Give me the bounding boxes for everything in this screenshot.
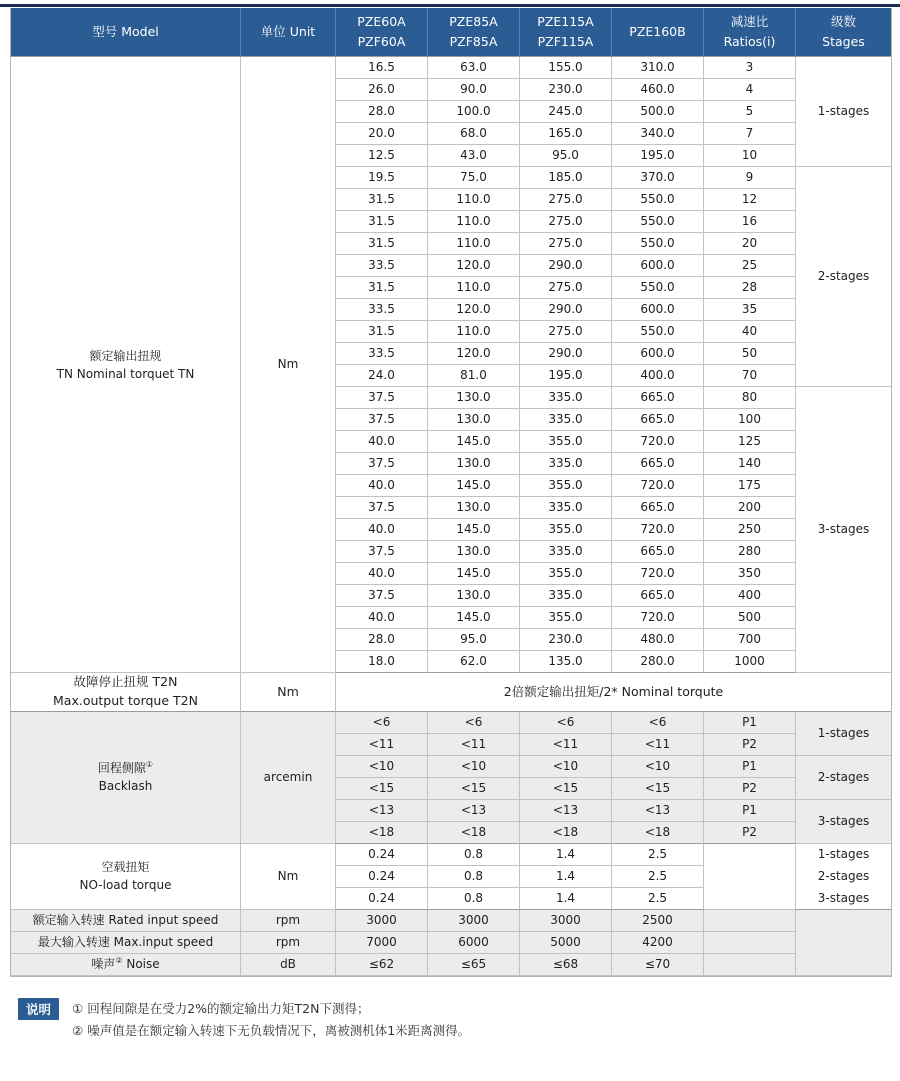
tn-value: 40.0	[336, 563, 428, 585]
row-label: 额定输入转速 Rated input speed	[11, 910, 241, 932]
tn-value: 355.0	[520, 475, 612, 497]
speed-value: 4200	[612, 932, 704, 954]
tn-value: 665.0	[612, 453, 704, 475]
backlash-label: 回程侧隙① Backlash	[11, 712, 241, 844]
tn-value: 665.0	[612, 585, 704, 607]
tn-value: 400.0	[612, 365, 704, 387]
precision-grade: P1	[704, 800, 796, 822]
tn-value: 550.0	[612, 277, 704, 299]
backlash-value: <11	[612, 734, 704, 756]
tn-value: 290.0	[520, 299, 612, 321]
tn-value: 550.0	[612, 189, 704, 211]
speed-value: ≤70	[612, 954, 704, 976]
noload-value: 0.24	[336, 844, 428, 866]
stage-cell: 1-stages	[796, 57, 891, 167]
ratio-value: 40	[704, 321, 796, 343]
speed-value: ≤65	[428, 954, 520, 976]
tn-value: 145.0	[428, 607, 520, 629]
tn-value: 18.0	[336, 651, 428, 673]
tn-value: 550.0	[612, 233, 704, 255]
col-header-pze160b	[612, 8, 704, 57]
ratio-value: 3	[704, 57, 796, 79]
ratio-value: 400	[704, 585, 796, 607]
backlash-value: <13	[520, 800, 612, 822]
tn-value: 145.0	[428, 519, 520, 541]
col-header-line: Ratios(i)	[723, 34, 776, 49]
col-header-line: PZF115A	[537, 34, 594, 49]
speed-value: 3000	[336, 910, 428, 932]
tn-value: 110.0	[428, 189, 520, 211]
row-label: 噪声② Noise	[11, 954, 241, 976]
backlash-value: <11	[520, 734, 612, 756]
tn-value: 37.5	[336, 541, 428, 563]
tn-value: 145.0	[428, 431, 520, 453]
ratio-value: 700	[704, 629, 796, 651]
stage-cell: 2-stages	[796, 866, 891, 888]
tn-value: 130.0	[428, 387, 520, 409]
speed-value: ≤68	[520, 954, 612, 976]
ratio-value: 35	[704, 299, 796, 321]
backlash-value: <11	[428, 734, 520, 756]
tn-value: 75.0	[428, 167, 520, 189]
tn-value: 335.0	[520, 409, 612, 431]
tn-value: 185.0	[520, 167, 612, 189]
tn-value: 720.0	[612, 607, 704, 629]
tn-value: 31.5	[336, 277, 428, 299]
tn-value: 31.5	[336, 233, 428, 255]
tn-value: 665.0	[612, 497, 704, 519]
ratio-value: 25	[704, 255, 796, 277]
noload-value: 2.5	[612, 866, 704, 888]
noload-value: 1.4	[520, 844, 612, 866]
tn-value: 28.0	[336, 101, 428, 123]
noload-value: 0.24	[336, 888, 428, 910]
ratio-value: 140	[704, 453, 796, 475]
tn-value: 90.0	[428, 79, 520, 101]
spec-table-wrapper	[10, 8, 890, 977]
backlash-value: <18	[336, 822, 428, 844]
tn-value: 130.0	[428, 453, 520, 475]
ratio-value: 20	[704, 233, 796, 255]
precision-grade: P1	[704, 712, 796, 734]
tn-value: 230.0	[520, 79, 612, 101]
tn-value: 62.0	[428, 651, 520, 673]
tn-value: 110.0	[428, 277, 520, 299]
tn-value: 43.0	[428, 145, 520, 167]
ratio-value: 12	[704, 189, 796, 211]
precision-grade: P2	[704, 734, 796, 756]
tn-value: 665.0	[612, 409, 704, 431]
tn-value: 33.5	[336, 255, 428, 277]
tn-value: 135.0	[520, 651, 612, 673]
spec-table	[10, 8, 892, 977]
tn-value: 110.0	[428, 321, 520, 343]
tn-value: 665.0	[612, 541, 704, 563]
note-item-2: ② 噪声值是在额定输入转速下无负载情况下，离被测机体1米距离测得。	[72, 1023, 471, 1038]
row-unit: rpm	[241, 910, 336, 932]
tn-value: 480.0	[612, 629, 704, 651]
backlash-value: <10	[336, 756, 428, 778]
noload-value: 1.4	[520, 888, 612, 910]
col-header-line: PZF60A	[357, 34, 406, 49]
tn-value: 275.0	[520, 277, 612, 299]
tn-value: 145.0	[428, 475, 520, 497]
precision-grade: P2	[704, 822, 796, 844]
tn-value: 130.0	[428, 585, 520, 607]
tn-value: 26.0	[336, 79, 428, 101]
ratio-value: 100	[704, 409, 796, 431]
tn-value: 120.0	[428, 255, 520, 277]
stage-cell: 3-stages	[796, 800, 891, 844]
tn-value: 95.0	[520, 145, 612, 167]
tn-value: 230.0	[520, 629, 612, 651]
stage-cell: 1-stages	[796, 712, 891, 756]
tn-value: 145.0	[428, 563, 520, 585]
col-header-model-label: 型号 Model	[92, 24, 159, 39]
tn-value: 40.0	[336, 607, 428, 629]
tn-value: 290.0	[520, 343, 612, 365]
tn-value: 280.0	[612, 651, 704, 673]
backlash-unit: arcemin	[241, 712, 336, 844]
stage-cell: 3-stages	[796, 888, 891, 910]
noload-unit: Nm	[241, 844, 336, 910]
tn-value: 355.0	[520, 607, 612, 629]
backlash-value: <18	[520, 822, 612, 844]
tn-value: 310.0	[612, 57, 704, 79]
tn-value: 81.0	[428, 365, 520, 387]
tn-value: 95.0	[428, 629, 520, 651]
tn-value: 155.0	[520, 57, 612, 79]
noload-value: 0.8	[428, 888, 520, 910]
noload-value: 2.5	[612, 888, 704, 910]
row-unit: rpm	[241, 932, 336, 954]
tn-value: 720.0	[612, 475, 704, 497]
note-item-1: ① 回程间隙是在受力2%的额定输出力矩T2N下测得；	[72, 1000, 370, 1016]
col-header-line: Stages	[822, 34, 865, 49]
speed-value: ≤62	[336, 954, 428, 976]
ratio-value: 250	[704, 519, 796, 541]
tn-value: 40.0	[336, 431, 428, 453]
backlash-value: <6	[428, 712, 520, 734]
ratio-value: 1000	[704, 651, 796, 673]
noload-value: 1.4	[520, 866, 612, 888]
tn-value: 275.0	[520, 233, 612, 255]
tn-value: 550.0	[612, 321, 704, 343]
ratio-value: 175	[704, 475, 796, 497]
notes-text	[72, 998, 470, 1043]
stage-empty-cell	[796, 910, 891, 976]
tn-value: 110.0	[428, 233, 520, 255]
tn-value: 245.0	[520, 101, 612, 123]
t2n-value: 2倍额定输出扭矩/2* Nominal torqute	[336, 673, 891, 712]
col-header-model	[11, 8, 241, 57]
tn-value: 665.0	[612, 387, 704, 409]
tn-value: 335.0	[520, 585, 612, 607]
tn-value: 720.0	[612, 563, 704, 585]
tn-value: 290.0	[520, 255, 612, 277]
notes-badge: 说明	[18, 998, 59, 1020]
noload-label: 空载扭矩 NO-load torque	[11, 844, 241, 910]
tn-value: 63.0	[428, 57, 520, 79]
ratio-value: 80	[704, 387, 796, 409]
ratio-empty-cell	[704, 932, 796, 954]
backlash-value: <15	[520, 778, 612, 800]
tn-value: 355.0	[520, 563, 612, 585]
t2n-unit: Nm	[241, 673, 336, 712]
speed-value: 3000	[520, 910, 612, 932]
tn-value: 130.0	[428, 497, 520, 519]
speed-value: 6000	[428, 932, 520, 954]
stage-cell: 2-stages	[796, 167, 891, 387]
tn-value: 37.5	[336, 585, 428, 607]
tn-value: 600.0	[612, 255, 704, 277]
tn-value: 335.0	[520, 541, 612, 563]
ratio-value: 28	[704, 277, 796, 299]
ratio-empty-cell	[704, 954, 796, 976]
tn-value: 24.0	[336, 365, 428, 387]
backlash-value: <6	[520, 712, 612, 734]
ratio-value: 200	[704, 497, 796, 519]
tn-value: 195.0	[612, 145, 704, 167]
tn-value: 16.5	[336, 57, 428, 79]
tn-value: 40.0	[336, 519, 428, 541]
backlash-value: <13	[336, 800, 428, 822]
col-header-line: PZE85A	[449, 14, 498, 29]
noload-value: 0.24	[336, 866, 428, 888]
ratio-value: 16	[704, 211, 796, 233]
backlash-value: <15	[428, 778, 520, 800]
tn-value: 100.0	[428, 101, 520, 123]
ratio-value: 5	[704, 101, 796, 123]
col-header-unit-label: 单位 Unit	[260, 24, 316, 39]
col-header-line: PZF85A	[449, 34, 498, 49]
col-header-line: 级数	[830, 14, 856, 29]
tn-value: 33.5	[336, 299, 428, 321]
ratio-value: 280	[704, 541, 796, 563]
col-header-stages	[796, 8, 891, 57]
tn-value: 28.0	[336, 629, 428, 651]
tn-value: 37.5	[336, 387, 428, 409]
tn-value: 130.0	[428, 409, 520, 431]
row-unit: dB	[241, 954, 336, 976]
tn-value: 120.0	[428, 299, 520, 321]
tn-value: 120.0	[428, 343, 520, 365]
tn-value: 335.0	[520, 497, 612, 519]
top-rule	[0, 4, 900, 7]
ratio-empty-cell	[704, 910, 796, 932]
backlash-value: <10	[520, 756, 612, 778]
backlash-value: <15	[336, 778, 428, 800]
ratio-value: 125	[704, 431, 796, 453]
footnotes	[18, 998, 900, 1043]
noload-value: 2.5	[612, 844, 704, 866]
col-header-pze85a	[428, 8, 520, 57]
tn-value: 31.5	[336, 211, 428, 233]
t2n-label: 故障停止扭规 T2N Max.output torque T2N	[11, 673, 241, 712]
backlash-value: <11	[336, 734, 428, 756]
ratio-value: 9	[704, 167, 796, 189]
tn-value: 37.5	[336, 497, 428, 519]
tn-value: 275.0	[520, 189, 612, 211]
backlash-value: <13	[428, 800, 520, 822]
stage-cell: 1-stages	[796, 844, 891, 866]
tn-value: 130.0	[428, 541, 520, 563]
tn-value: 335.0	[520, 453, 612, 475]
speed-value: 7000	[336, 932, 428, 954]
tn-value: 20.0	[336, 123, 428, 145]
tn-value: 600.0	[612, 299, 704, 321]
col-header-line: 减速比	[730, 14, 769, 29]
backlash-value: <13	[612, 800, 704, 822]
col-header-pze60a	[336, 8, 428, 57]
stage-cell: 3-stages	[796, 387, 891, 673]
tn-value: 275.0	[520, 321, 612, 343]
tn-value: 68.0	[428, 123, 520, 145]
tn-value: 110.0	[428, 211, 520, 233]
backlash-value: <6	[612, 712, 704, 734]
tn-value: 31.5	[336, 321, 428, 343]
speed-value: 2500	[612, 910, 704, 932]
col-header-unit	[241, 8, 336, 57]
tn-value: 460.0	[612, 79, 704, 101]
precision-grade: P1	[704, 756, 796, 778]
col-header-line: PZE160B	[629, 24, 686, 39]
backlash-value: <6	[336, 712, 428, 734]
ratio-value: 350	[704, 563, 796, 585]
tn-value: 40.0	[336, 475, 428, 497]
backlash-value: <18	[612, 822, 704, 844]
ratio-value: 4	[704, 79, 796, 101]
col-header-line: PZE115A	[537, 14, 594, 29]
backlash-value: <15	[612, 778, 704, 800]
tn-value: 12.5	[336, 145, 428, 167]
tn-value: 500.0	[612, 101, 704, 123]
tn-value: 165.0	[520, 123, 612, 145]
header-row	[11, 8, 891, 57]
tn-value: 33.5	[336, 343, 428, 365]
tn-value: 195.0	[520, 365, 612, 387]
ratio-value: 10	[704, 145, 796, 167]
ratio-empty-cell	[704, 844, 796, 910]
noload-value: 0.8	[428, 844, 520, 866]
tn-value: 720.0	[612, 431, 704, 453]
ratio-value: 7	[704, 123, 796, 145]
tn-value: 720.0	[612, 519, 704, 541]
tn-value: 600.0	[612, 343, 704, 365]
tn-unit: Nm	[241, 57, 336, 673]
tn-value: 355.0	[520, 431, 612, 453]
speed-value: 3000	[428, 910, 520, 932]
row-label: 最大输入转速 Max.input speed	[11, 932, 241, 954]
backlash-value: <10	[428, 756, 520, 778]
tn-value: 340.0	[612, 123, 704, 145]
ratio-value: 70	[704, 365, 796, 387]
tn-value: 37.5	[336, 409, 428, 431]
backlash-value: <18	[428, 822, 520, 844]
col-header-line: PZE60A	[357, 14, 406, 29]
tn-value: 275.0	[520, 211, 612, 233]
tn-value: 370.0	[612, 167, 704, 189]
tn-value: 550.0	[612, 211, 704, 233]
tn-value: 31.5	[336, 189, 428, 211]
backlash-value: <10	[612, 756, 704, 778]
tn-value: 355.0	[520, 519, 612, 541]
ratio-value: 50	[704, 343, 796, 365]
speed-value: 5000	[520, 932, 612, 954]
tn-label: 额定输出扭规 TN Nominal torquet TN	[11, 57, 241, 673]
tn-value: 19.5	[336, 167, 428, 189]
tn-value: 37.5	[336, 453, 428, 475]
tn-value: 335.0	[520, 387, 612, 409]
noload-value: 0.8	[428, 866, 520, 888]
col-header-pze115a	[520, 8, 612, 57]
precision-grade: P2	[704, 778, 796, 800]
stage-cell: 2-stages	[796, 756, 891, 800]
col-header-ratios	[704, 8, 796, 57]
ratio-value: 500	[704, 607, 796, 629]
